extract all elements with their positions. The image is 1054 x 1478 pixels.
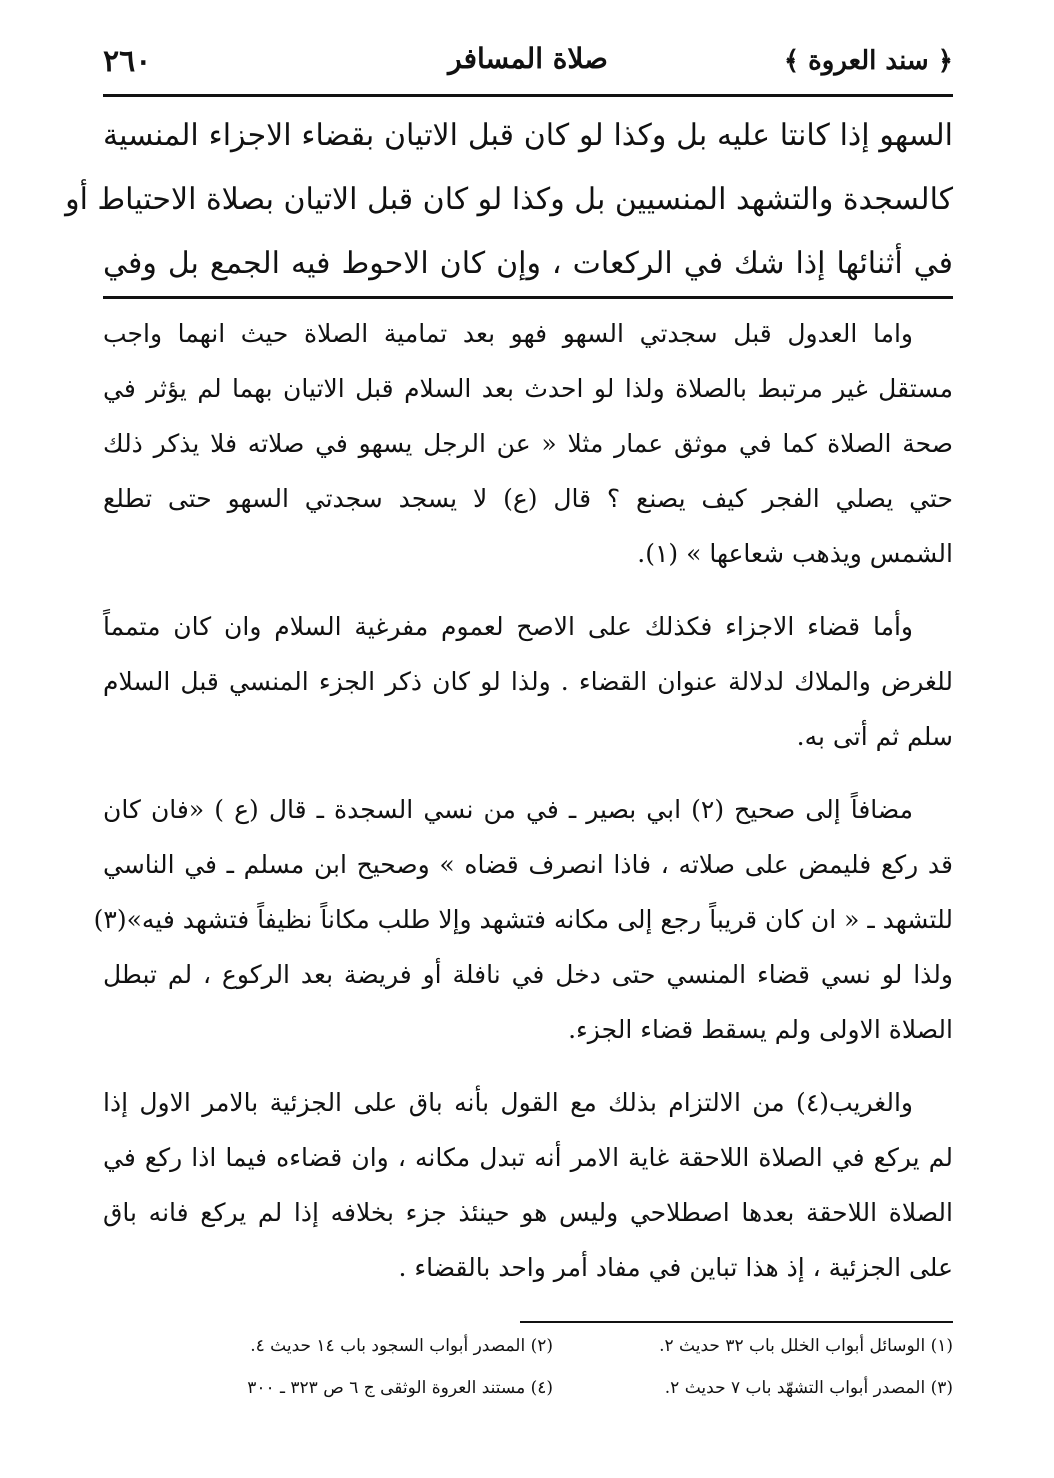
chapter-title: صلاة المسافر <box>448 42 608 75</box>
commentary-line: مضافاً إلى صحيح (٢) ابي بصير ـ في من نسي السجدة ـ قال (ع ) «فان كان <box>103 795 913 824</box>
paragraph-gap <box>103 1057 953 1075</box>
header-rule <box>103 94 953 97</box>
page-number: ٢٦٠ <box>103 44 152 79</box>
footnote-1: (١) الوسائل أبواب الخلل باب ٣٢ حديث ٢. <box>659 1336 953 1356</box>
paragraph-gap <box>103 581 953 599</box>
page-header <box>103 38 953 94</box>
matn-line: السهو إذا كانتا عليه بل وكذا لو كان قبل الاتيان بقضاء الاجزاء المنسية <box>103 118 953 153</box>
footnotes <box>103 1336 953 1416</box>
commentary-text <box>93 306 953 1295</box>
footnote-2: (٢) المصدر أبواب السجود باب ١٤ حديث ٤. <box>250 1336 553 1356</box>
footnote-4: (٤) مستند العروة الوثقى ج ٦ ص ٣٢٣ ـ ٣٠٠ <box>247 1378 553 1398</box>
commentary-line: سلم ثم أتى به. <box>796 722 953 751</box>
commentary-line: على الجزئية ، إذ هذا تباين في مفاد أمر واحد بالقضاء . <box>398 1253 953 1282</box>
matn-separator-rule <box>103 296 953 299</box>
commentary-line: الصلاة الاولى ولم يسقط قضاء الجزء. <box>568 1015 953 1044</box>
footnote-3: (٣) المصدر أبواب التشهّد باب ٧ حديث ٢. <box>664 1378 953 1398</box>
commentary-line: وأما قضاء الاجزاء فكذلك على الاصح لعموم مفرغية السلام وان كان متمماً <box>103 612 913 641</box>
matn-text <box>65 104 953 296</box>
commentary-line: صحة الصلاة كما في موثق عمار مثلا « عن الرجل يسهو في صلاته فلا يذكر ذلك <box>103 429 953 458</box>
commentary-line: الشمس ويذهب شعاعها » (١). <box>637 539 953 568</box>
commentary-line: والغريب(٤) من الالتزام بذلك مع القول بأنه باق على الجزئية بالامر الاول إذا <box>103 1088 913 1117</box>
book-title: ﴿ سند العروة ﴾ <box>783 46 953 76</box>
commentary-line: حتي يصلي الفجر كيف يصنع ؟ قال (ع) لا يسجد سجدتي السهو حتى تطلع <box>103 484 953 513</box>
commentary-line: للغرض والملاك لدلالة عنوان القضاء . ولذا لو كان ذكر الجزء المنسي قبل السلام <box>103 667 953 696</box>
commentary-line: مستقل غير مرتبط بالصلاة ولذا لو احدث بعد السلام قبل الاتيان بهما لم يؤثر في <box>103 374 953 403</box>
matn-line: كالسجدة والتشهد المنسيين بل وكذا لو كان قبل الاتيان بصلاة الاحتياط أو <box>65 182 953 217</box>
paragraph-gap <box>103 764 953 782</box>
commentary-line: قد ركع فليمض على صلاته ، فاذا انصرف قضاه » وصحيح ابن مسلم ـ في الناسي <box>103 850 953 879</box>
commentary-line: الصلاة اللاحقة بعدها اصطلاحي وليس هو حينئذ جزء بخلافه إذا لم يركع فانه باق <box>103 1198 953 1227</box>
footnote-rule <box>520 1321 953 1323</box>
matn-line: في أثنائها إذا شك في الركعات ، وإن كان الاحوط فيه الجمع بل وفي <box>103 246 953 281</box>
commentary-line: لم يركع في الصلاة اللاحقة غاية الامر أنه تبدل مكانه ، وان قضاءه فيما اذا ركع في <box>103 1143 953 1172</box>
commentary-line: ولذا لو نسي قضاء المنسي حتى دخل في نافلة أو فريضة بعد الركوع ، لم تبطل <box>103 960 953 989</box>
commentary-line: واما العدول قبل سجدتي السهو فهو بعد تمامية الصلاة حيث انهما واجب <box>103 319 913 348</box>
commentary-line: للتشهد ـ « ان كان قريباً رجع إلى مكانه فتشهد وإلا طلب مكاناً نظيفاً فتشهد فيه»(٣) <box>93 905 953 934</box>
